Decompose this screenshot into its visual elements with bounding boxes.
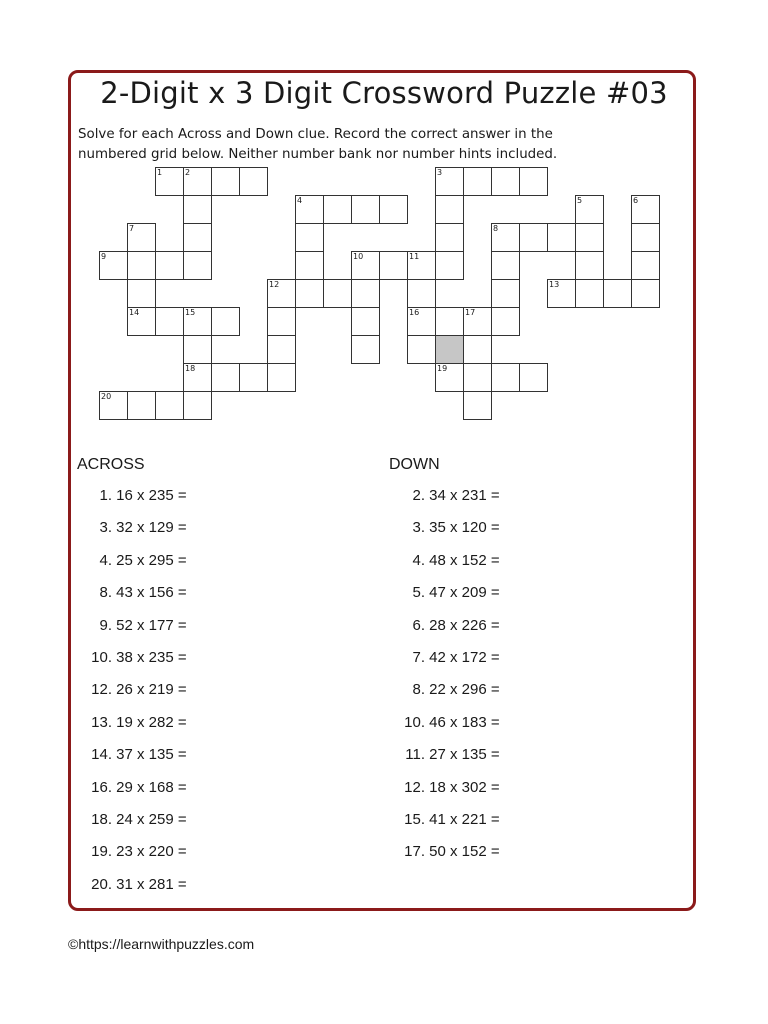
down-clue-text: 47 x 209 = [425,584,500,602]
grid-cell[interactable] [491,307,520,336]
across-clue [76,746,187,763]
cell-number: 18 [185,364,196,373]
grid-cell[interactable] [407,251,436,280]
down-heading: DOWN [389,456,440,473]
grid-cell[interactable] [463,335,492,364]
cell-number: 17 [465,308,476,317]
copyright-footer: ©https://learnwithpuzzles.com [68,936,255,952]
across-clue-number: 12. [91,681,112,699]
grid-cell[interactable] [323,195,352,224]
cell-number: 8 [493,224,499,233]
grid-cell[interactable] [435,167,464,196]
cell-number: 10 [353,252,364,261]
across-clue [76,519,187,536]
down-clue [389,519,500,536]
grid-cell[interactable] [211,363,240,392]
grid-cell[interactable] [407,307,436,336]
across-clue-number: 18. [91,811,112,828]
down-clue-text: 42 x 172 = [425,649,500,666]
across-clue-number: 10. [91,649,112,666]
across-clue-number: 3. [99,519,112,537]
cell-number: 20 [101,392,112,401]
cell-number: 4 [297,196,303,205]
cell-number: 2 [185,168,191,177]
grid-cell[interactable] [127,307,156,336]
grid-cell[interactable] [351,195,380,224]
grid-cell[interactable] [183,391,212,420]
across-clue [76,617,187,634]
grid-cell[interactable] [267,279,296,308]
grid-cell[interactable] [155,251,184,280]
instructions-line-1: Solve for each Across and Down clue. Record the correct answer in the [78,127,553,142]
grid-cell[interactable] [491,223,520,252]
across-clue [76,552,187,569]
down-clue [389,811,500,828]
grid-cell[interactable] [239,363,268,392]
grid-cell[interactable] [463,391,492,420]
down-clue-text: 22 x 296 = [425,681,500,699]
grid-cell[interactable] [155,167,184,196]
down-clue-text: 41 x 221 = [425,811,500,828]
grid-cell[interactable] [295,195,324,224]
cell-number: 12 [269,280,280,289]
down-clue [389,746,500,763]
grid-cell[interactable] [127,251,156,280]
down-clue-number: 17. [404,843,425,861]
down-clue-text: 34 x 231 = [425,487,500,504]
across-clue-text: 31 x 281 = [112,875,187,893]
across-clue-number: 9. [99,616,112,634]
grid-cell[interactable] [183,363,212,392]
across-clue-text: 37 x 135 = [112,746,187,764]
grid-cell[interactable] [407,279,436,308]
grid-cell[interactable] [631,195,660,224]
across-clue-text: 25 x 295 = [112,551,187,569]
grid-cell[interactable] [435,307,464,336]
grid-cell[interactable] [435,195,464,224]
grid-cell[interactable] [491,279,520,308]
cell-number: 13 [549,280,560,289]
grid-cell[interactable] [435,363,464,392]
down-clue [389,617,500,634]
down-clue-number: 3. [412,519,425,537]
across-clue-text: 24 x 259 = [112,811,187,828]
down-clue [389,584,500,601]
across-clue-number: 13. [91,713,112,731]
grid-cell[interactable] [547,223,576,252]
grid-cell[interactable] [183,307,212,336]
down-clue-number: 6. [412,616,425,634]
cell-number: 9 [101,252,107,261]
grid-cell[interactable] [435,223,464,252]
down-clue [389,779,500,796]
down-clue [389,552,500,569]
cell-number: 6 [633,196,639,205]
down-clue [389,843,500,860]
grid-cell[interactable] [351,335,380,364]
down-clue-number: 2. [412,487,425,504]
grid-cell[interactable] [519,223,548,252]
cell-number: 15 [185,308,196,317]
grid-cell[interactable] [267,363,296,392]
cell-number: 1 [157,168,163,177]
grid-cell[interactable] [99,251,128,280]
grid-cell[interactable] [211,307,240,336]
down-clue-number: 5. [412,584,425,602]
grid-cell[interactable] [99,391,128,420]
across-clue-text: 43 x 156 = [112,584,187,602]
page-title: 2-Digit x 3 Digit Crossword Puzzle #03 [100,76,668,110]
grid-cell[interactable] [463,307,492,336]
grid-cell[interactable] [491,251,520,280]
grid-cell[interactable] [603,279,632,308]
grid-cell[interactable] [127,223,156,252]
grid-cell[interactable] [547,279,576,308]
grid-cell[interactable] [575,195,604,224]
down-clue-number: 7. [412,649,425,666]
grid-cell[interactable] [519,363,548,392]
across-clue-number: 4. [99,551,112,569]
grid-cell[interactable] [295,279,324,308]
across-clue [76,487,187,504]
across-clue-text: 19 x 282 = [112,713,187,731]
across-heading: ACROSS [77,456,145,473]
grid-cell[interactable] [295,251,324,280]
down-clue-text: 50 x 152 = [425,843,500,861]
cell-number: 3 [437,168,443,177]
across-clue-number: 19. [91,843,112,861]
cell-number: 7 [129,224,135,233]
down-clue-number: 8. [412,681,425,699]
grid-cell[interactable] [183,223,212,252]
down-clue [389,681,500,698]
grid-cell[interactable] [575,223,604,252]
across-clue-number: 16. [91,778,112,796]
down-clue-text: 18 x 302 = [425,778,500,796]
down-clue-text: 35 x 120 = [425,519,500,537]
down-clue-number: 4. [412,551,425,569]
grid-cell[interactable] [463,167,492,196]
across-clue [76,714,187,731]
grid-cell[interactable] [155,307,184,336]
down-clue [389,714,500,731]
down-clue-text: 27 x 135 = [425,746,500,764]
grid-cell[interactable] [183,251,212,280]
across-clue [76,779,187,796]
grid-cell[interactable] [239,167,268,196]
cell-number: 14 [129,308,140,317]
grid-cell[interactable] [351,251,380,280]
grid-cell[interactable] [631,223,660,252]
cell-number: 16 [409,308,420,317]
cell-number: 19 [437,364,448,373]
across-clue-text: 38 x 235 = [112,649,187,666]
across-clue [76,681,187,698]
instructions [78,125,688,165]
instructions-line-2: numbered grid below. Neither number bank nor number hints included. [78,147,558,162]
across-clue-text: 29 x 168 = [112,778,187,796]
across-clue-number: 1. [99,487,112,504]
across-clue-number: 8. [99,584,112,602]
down-clue-text: 28 x 226 = [425,616,500,634]
blocked-cell [435,335,464,364]
grid-cell[interactable] [491,167,520,196]
grid-cell[interactable] [575,251,604,280]
grid-cell[interactable] [183,195,212,224]
grid-cell[interactable] [575,279,604,308]
cell-number: 5 [577,196,583,205]
grid-cell[interactable] [267,307,296,336]
across-clue [76,876,187,893]
grid-cell[interactable] [351,307,380,336]
down-clue [389,487,500,504]
across-clue [76,811,187,828]
down-clue-number: 12. [404,778,425,796]
cell-number: 11 [409,252,420,261]
grid-cell[interactable] [519,167,548,196]
grid-cell[interactable] [407,335,436,364]
down-clue [389,649,500,666]
grid-cell[interactable] [323,279,352,308]
across-clue-text: 52 x 177 = [112,616,187,634]
grid-cell[interactable] [127,279,156,308]
grid-cell[interactable] [379,251,408,280]
grid-cell[interactable] [183,335,212,364]
across-clue-text: 23 x 220 = [112,843,187,861]
down-clue-number: 11. [405,746,425,764]
grid-cell[interactable] [491,363,520,392]
grid-cell[interactable] [127,391,156,420]
across-clue-text: 26 x 219 = [112,681,187,699]
down-clue-number: 15. [404,811,425,828]
across-clue-number: 14. [91,746,112,764]
down-clue-text: 46 x 183 = [425,713,500,731]
grid-cell[interactable] [631,251,660,280]
grid-cell[interactable] [211,167,240,196]
grid-cell[interactable] [295,223,324,252]
down-clue-text: 48 x 152 = [425,551,500,569]
across-clue-number: 20. [91,875,112,893]
grid-cell[interactable] [267,335,296,364]
grid-cell[interactable] [379,195,408,224]
grid-cell[interactable] [155,391,184,420]
across-clue-text: 32 x 129 = [112,519,187,537]
across-clue [76,584,187,601]
down-clue-number: 10. [404,713,425,731]
grid-cell[interactable] [183,167,212,196]
grid-cell[interactable] [351,279,380,308]
grid-cell[interactable] [631,279,660,308]
grid-cell[interactable] [435,251,464,280]
across-clue-text: 16 x 235 = [112,487,187,504]
across-clue [76,649,187,666]
grid-cell[interactable] [463,363,492,392]
across-clue [76,843,187,860]
